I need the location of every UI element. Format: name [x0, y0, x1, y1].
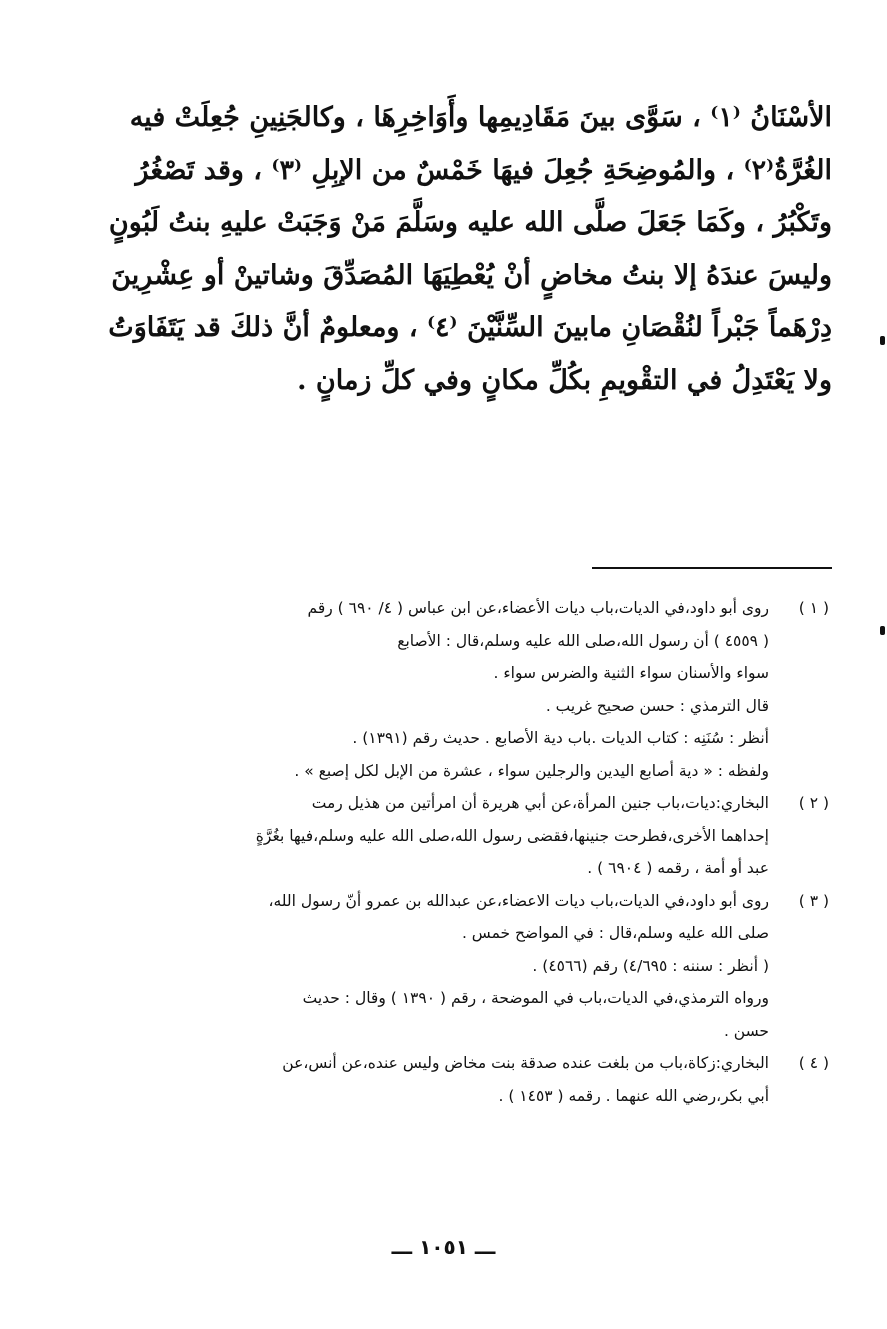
footnote-4 — [159, 1047, 829, 1112]
footnote-3 — [159, 885, 829, 1048]
footnote-line: قال الترمذي : حسن صحيح غريب . — [545, 696, 769, 715]
footnote-2 — [159, 787, 829, 885]
main-text-block — [108, 92, 832, 407]
main-text-line: الغُرَّةُ⁽٢⁾ ، والمُوضِحَةِ جُعِلَ فيهَا خَمْسٌ من الإبِلِ ⁽٣⁾ ، وقد تَصْغُرُ — [135, 154, 832, 186]
footnote-line: روى أبو داود،في الديات،باب ديات الأعضاء،عن ابن عباس ( ٤/ ٦٩٠ ) رقم — [307, 599, 769, 617]
footnote-line: أنظر : سُنَنِه : كتاب الديات .باب دية الأصابع . حديث رقم (١٣٩١) . — [352, 729, 769, 747]
footnote-line: عبد أو أمة ، رقمه ( ٦٩٠٤ ) . — [587, 859, 769, 877]
footnote-number: ( ٤ ) — [798, 1054, 829, 1072]
main-text-line: الأسْنَانُ ⁽١⁾ ، سَوَّى بينَ مَقَادِيمِها وأَوَاخِرِهَا ، وكالجَنِينِ جُعِلَتْ فيه — [129, 102, 832, 133]
scan-edge-mark — [880, 626, 885, 635]
main-text-line: وتَكْبُرُ ، وكَمَا جَعَلَ صلَّى الله عليه وسَلَّمَ مَنْ وَجَبَتْ عليهِ بنتُ لَبُونٍ — [108, 207, 832, 238]
footnote-1 — [159, 592, 829, 787]
scan-edge-mark — [880, 336, 885, 345]
footnote-line: حسن . — [723, 1021, 769, 1040]
footnote-number: ( ٣ ) — [798, 891, 829, 910]
footnote-line: ( ٤٥٥٩ ) أن رسول الله،صلى الله عليه وسلم،قال : الأصابع — [397, 631, 769, 650]
footnote-line: البخاري:ديات،باب جنين المرأة،عن أبي هريرة أن امرأتين من هذيل رمت — [311, 794, 769, 812]
footnote-number: ( ٢ ) — [798, 794, 829, 812]
footnote-divider — [592, 567, 832, 569]
footnote-line: البخاري:زكاة،باب من بلغت عنده صدقة بنت مخاض وليس عنده،عن أنس،عن — [282, 1054, 769, 1072]
footnote-line: روى أبو داود،في الديات،باب ديات الاعضاء،عن عبدالله بن عمرو أنّ رسول الله، — [268, 891, 769, 910]
footnote-line: ( أنظر : سننه : ٤/٦٩٥) رقم (٤٥٦٦) . — [532, 956, 769, 975]
footnote-line: إحداهما الأخرى،فطرحت جنينها،فقضى رسول الله،صلى الله عليه وسلم،فيها بغُرَّةٍ — [255, 826, 769, 845]
footnote-line: أبي بكر،رضي الله عنهما . رقمه ( ١٤٥٣ ) . — [498, 1086, 769, 1105]
footnotes-section — [159, 592, 829, 1112]
page-number: ـــ ١٠٥١ ـــ — [391, 1235, 496, 1259]
main-text-line: ولا يَعْتَدِلُ في التقْويمِ بكُلِّ مكانٍ وفي كلِّ زمانٍ . — [297, 364, 832, 396]
footnote-line: ولفظه : « دية أصابع اليدين والرجلين سواء ، عشرة من الإبل لكل إصبع » . — [294, 761, 769, 780]
footnote-line: ورواه الترمذي،في الديات،باب في الموضحة ، رقم ( ١٣٩٠ ) وقال : حديث — [302, 989, 769, 1007]
footnote-line: سواء والأسنان سواء الثنية والضرس سواء . — [493, 664, 769, 682]
footnote-number: ( ١ ) — [798, 599, 829, 617]
main-text-line: دِرْهَماً جَبْراً لنُقْصَانِ مابينَ السِّنَّيْنَ ⁽٤⁾ ، ومعلومٌ أنَّ ذلكَ قد يَتَفَاوَتُ — [108, 312, 832, 343]
footnote-line: صلى الله عليه وسلم،قال : في المواضح خمس . — [461, 924, 769, 942]
main-text-line: وليسَ عندَهُ إلا بنتُ مخاضٍ أنْ يُعْطِيَهَا المُصَدِّقَ وشاتينْ أو عِشْرِينَ — [111, 259, 832, 291]
